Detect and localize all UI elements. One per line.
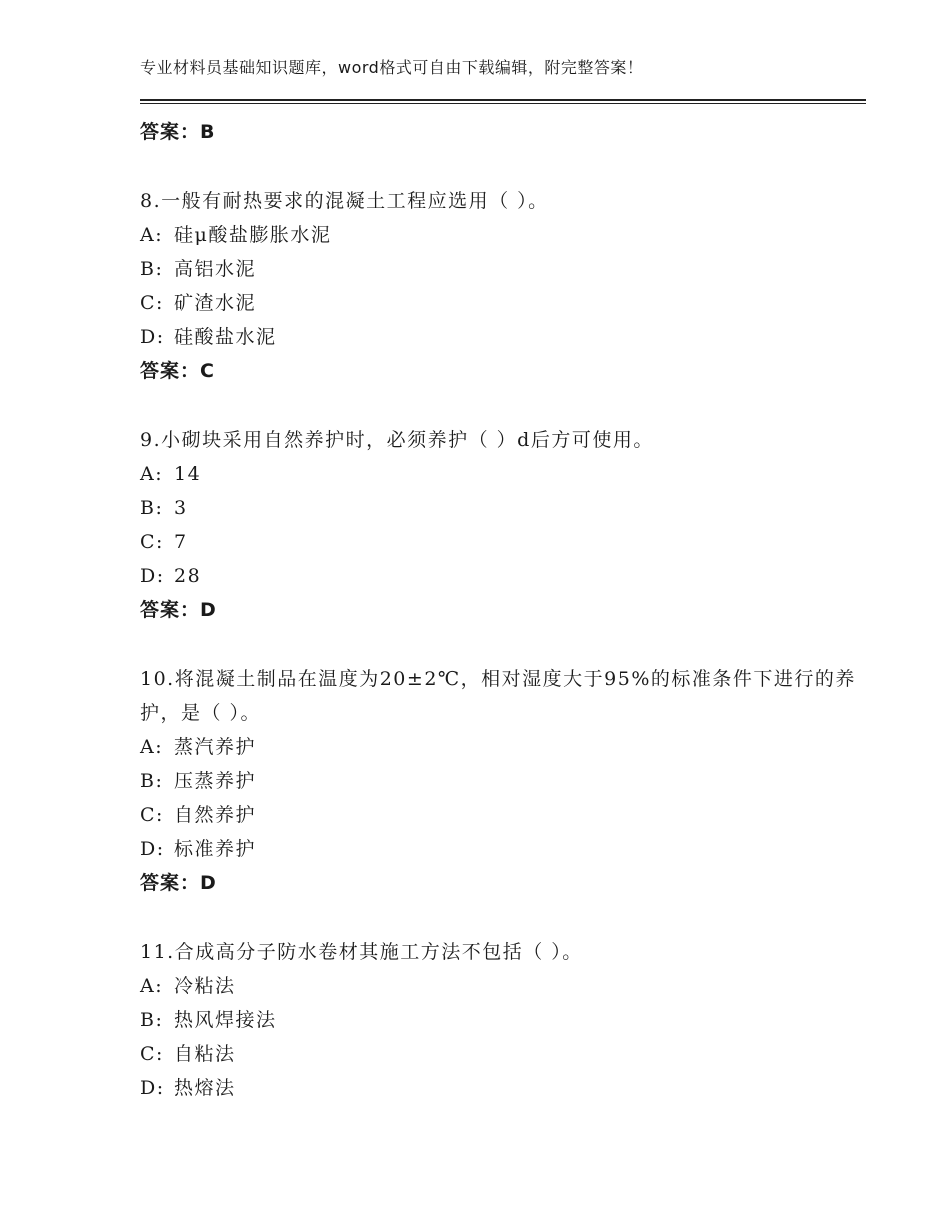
answer-line: 答案：D [140, 599, 217, 621]
option-text: 硅μ酸盐膨胀水泥 [174, 224, 332, 246]
option-key: D: [140, 565, 165, 587]
option-key: C: [140, 804, 164, 826]
option-text: 28 [174, 565, 202, 587]
option-b [140, 491, 866, 525]
option-key: C: [140, 292, 164, 314]
option-d [140, 832, 866, 866]
header-text: 专业材料员基础知识题库，word格式可自由下载编辑，附完整答案！ [140, 58, 644, 77]
option-text: 矿渣水泥 [174, 292, 257, 314]
option-text: 热风焊接法 [174, 1009, 277, 1031]
option-text: 高铝水泥 [174, 258, 257, 280]
option-a [140, 969, 866, 1003]
question-10 [140, 662, 866, 900]
option-text: 自粘法 [174, 1043, 236, 1065]
option-a [140, 730, 866, 764]
option-text: 压蒸养护 [174, 770, 257, 792]
option-a [140, 457, 866, 491]
option-text: 7 [174, 531, 188, 553]
option-text: 蒸汽养护 [174, 736, 257, 758]
question-title: 10.将混凝土制品在温度为20±2℃，相对湿度大于95%的标准条件下进行的养护，是（ ）。 [140, 668, 856, 724]
option-text: 自然养护 [174, 804, 257, 826]
option-key: D: [140, 838, 165, 860]
option-key: B: [140, 497, 164, 519]
previous-answer: 答案：B [140, 121, 216, 143]
header-divider-thick [140, 99, 866, 101]
option-b [140, 252, 866, 286]
option-c [140, 286, 866, 320]
header-divider-thin [140, 103, 866, 104]
option-text: 热熔法 [174, 1077, 236, 1099]
question-9 [140, 423, 866, 627]
option-key: A: [140, 224, 164, 246]
option-c [140, 798, 866, 832]
option-key: B: [140, 258, 164, 280]
option-d [140, 559, 866, 593]
option-a [140, 218, 866, 252]
option-key: A: [140, 463, 164, 485]
answer-line: 答案：C [140, 360, 215, 382]
option-d [140, 1071, 866, 1105]
option-text: 3 [174, 497, 188, 519]
page-header [140, 56, 866, 80]
answer-line: 答案：D [140, 872, 217, 894]
question-title: 8.一般有耐热要求的混凝土工程应选用（ ）。 [140, 190, 549, 212]
question-8 [140, 184, 866, 388]
option-key: C: [140, 1043, 164, 1065]
option-b [140, 764, 866, 798]
option-key: B: [140, 770, 164, 792]
option-key: D: [140, 326, 165, 348]
option-key: B: [140, 1009, 164, 1031]
option-b [140, 1003, 866, 1037]
question-title: 9.小砌块采用自然养护时，必须养护（ ）d后方可使用。 [140, 429, 654, 451]
document-body [140, 115, 866, 1105]
option-c [140, 525, 866, 559]
option-key: A: [140, 975, 164, 997]
question-11 [140, 935, 866, 1105]
option-c [140, 1037, 866, 1071]
option-key: D: [140, 1077, 165, 1099]
option-text: 14 [174, 463, 202, 485]
option-text: 硅酸盐水泥 [174, 326, 277, 348]
option-key: C: [140, 531, 164, 553]
option-d [140, 320, 866, 354]
option-text: 标准养护 [174, 838, 257, 860]
option-text: 冷粘法 [174, 975, 236, 997]
question-title: 11.合成高分子防水卷材其施工方法不包括（ ）。 [140, 941, 583, 963]
option-key: A: [140, 736, 164, 758]
